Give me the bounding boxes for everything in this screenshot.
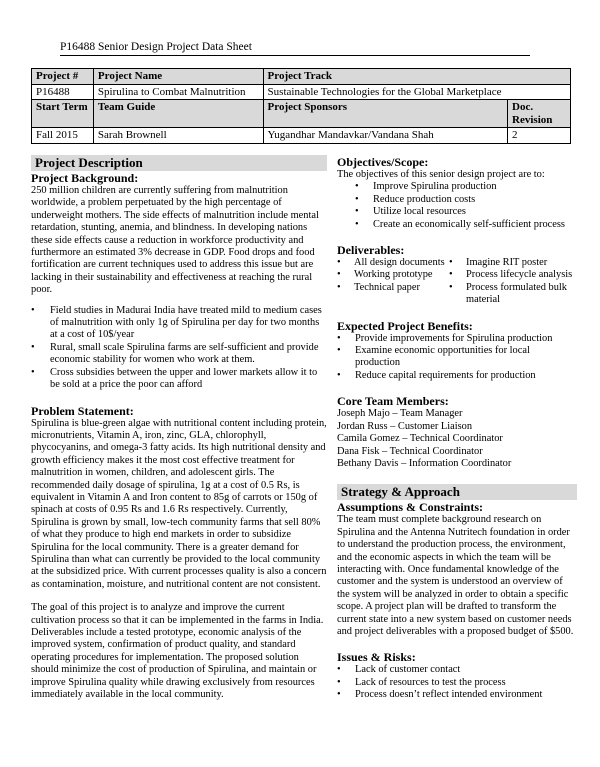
bullet-icon: • [31, 366, 35, 378]
info-header-start-term: Start Term [32, 100, 94, 128]
bullet-icon: • [337, 345, 341, 357]
list-item-text: Rural, small scale Spirulina farms are self-sufficient and provide economic stability for women who work at them. [50, 341, 319, 366]
bullet-icon: • [31, 304, 35, 316]
list-item [337, 269, 449, 281]
bullet-icon: • [337, 676, 341, 688]
info-team-guide: Sarah Brownell [93, 128, 263, 144]
team-member: Joseph Majo – Team Manager [337, 408, 463, 420]
assumptions-title: Assumptions & Constraints: [337, 500, 484, 515]
page-header-title: P16488 Senior Design Project Data Sheet [60, 40, 530, 56]
list-item [31, 367, 327, 392]
list-item-text: Examine economic opportunities for local production [355, 345, 530, 369]
info-project-sponsors: Yugandhar Mandavkar/Vandana Shah [263, 128, 507, 144]
team-member: Dana Fisk – Technical Coordinator [337, 445, 483, 457]
info-value-row-1 [32, 84, 571, 100]
bullet-icon: • [337, 281, 341, 293]
issues-title: Issues & Risks: [337, 650, 416, 665]
info-header-team-guide: Team Guide [93, 100, 263, 128]
bullet-icon: • [449, 281, 453, 293]
bullet-icon: • [337, 257, 341, 269]
info-header-doc-revision: Doc. Revision [508, 100, 571, 128]
list-item-text: Process formulated bulk material [466, 281, 567, 306]
bullet-icon: • [337, 332, 341, 344]
project-background-text: 250 million children are currently suffering from malnutrition worldwide, a problem perpetuated by the high percentage of underweight mothers. The side effects of malnutrition include mental retardation, stunting, anemia, and blindness. In developing nations these side effects cause a reduction in workforce productivity and furthermore an estimated 3% decrease in GDP. Food drops and food fortification are current techniques used to address this issue but are lacking in their sustainability and effectiveness at reaching the rural poor. [31, 185, 319, 296]
list-item-text: Process doesn’t reflect intended environment [355, 689, 543, 701]
list-item [449, 269, 577, 281]
bullet-icon: • [31, 341, 35, 353]
info-start-term: Fall 2015 [32, 128, 94, 144]
list-item-text: Cross subsidies between the upper and lower markets allow it to be sold at a price the poor can afford [50, 366, 318, 391]
list-item [337, 677, 577, 689]
bullet-icon: • [355, 193, 359, 205]
project-description-heading: Project Description [31, 155, 327, 171]
list-item [337, 257, 449, 269]
info-header-project-track: Project Track [263, 69, 570, 85]
info-value-row-2 [32, 128, 571, 144]
list-item-text: Imagine RIT poster [466, 257, 548, 269]
assumptions-text: The team must complete background research on Spirulina and the Antenna Nutritech foundation in order to understand the production process, the environment, and the economic aspects in which the team will be interacting with. Once fundamental knowledge of the customer and the system is understood an overview of the system will be analyzed in order to obtain a specific scope. A project plan will be drafted to transform the current state into a new system based on customer needs and project deliverables with a proposed budget of $500. [337, 514, 574, 637]
bullet-icon: • [337, 689, 341, 701]
info-project-number: P16488 [32, 84, 94, 100]
deliverables-col-1 [337, 257, 449, 307]
list-item [337, 333, 577, 345]
list-item-text: Reduce production costs [373, 193, 476, 205]
left-column [31, 155, 327, 701]
team-member: Bethany Davis – Information Coordinator [337, 457, 512, 469]
bullet-icon: • [337, 664, 341, 676]
list-item-text: Working prototype [354, 269, 433, 281]
list-item-text: Process lifecycle analysis [466, 269, 573, 281]
list-item [355, 194, 577, 206]
bullet-icon: • [355, 181, 359, 193]
info-header-project-sponsors: Project Sponsors [263, 100, 507, 128]
info-doc-revision: 2 [508, 128, 571, 144]
right-column [337, 155, 577, 702]
info-project-name: Spirulina to Combat Malnutrition [93, 84, 263, 100]
list-item [337, 370, 577, 382]
list-item [355, 181, 577, 193]
bullet-icon: • [337, 369, 341, 381]
bullet-icon: • [449, 257, 453, 269]
info-header-row-1 [32, 69, 571, 85]
problem-statement-text: Spirulina is blue-green algae with nutritional content including protein, micronutrients, Vitamin A, iron, zinc, GLA, chlorophyll, phycocyanins, and omega-3 fatty acids. Its high nutritional density and growth efficiency makes it the most cost effective treatment for malnutrition in women, children, and adolescent girls. The recommended daily dosage of spirulina, 1g at a cost of 0.5 Rs, is equivalent in Vitamin A and Iron content to 85g of carrots or 150g of spinach at costs of 0.95 Rs and 1.6 Rs respectively. Currently, Spirulina is grown by small, low-tech community farms that sell 80% of what they produce to high end markets in order to subsidize Spirulina for the local community. There is a greater demand for Spirulina than what can currently be provided to the local community at the subsidized price. With current processes quality is also a concern as contamination, moisture, and nutritional content are not consistent. [31, 417, 327, 590]
strategy-heading: Strategy & Approach [337, 484, 577, 500]
bullet-icon: • [355, 206, 359, 218]
info-project-track: Sustainable Technologies for the Global Marketplace [263, 84, 570, 100]
project-background-title: Project Background: [31, 171, 139, 185]
issues-list [337, 664, 577, 701]
list-item [355, 219, 577, 231]
info-header-project-number: Project # [32, 69, 94, 85]
objectives-title: Objectives/Scope: [337, 155, 429, 169]
bullet-icon: • [337, 269, 341, 281]
list-item [337, 689, 577, 701]
list-item-text: Lack of resources to test the process [355, 676, 506, 688]
bullet-icon: • [355, 218, 359, 230]
bullet-icon: • [449, 269, 453, 281]
deliverables-grid [337, 257, 577, 307]
project-goal-text: The goal of this project is to analyze and improve the current cultivation process so that it can be implemented in the farms in India. Deliverables include a tested prototype, economic analysis of the improved system, confirmation of product quality, and standard operating procedures for implementation. The proposed solution should minimize the cost of production of Spirulina, and maintain or improve Spirulina quality while drawing exclusively from resources immediately available in the local community. [31, 602, 324, 701]
background-bullet-list [31, 305, 327, 392]
team-member: Camila Gomez – Technical Coordinator [337, 433, 503, 445]
deliverables-col-2 [449, 257, 577, 307]
list-item [31, 305, 327, 342]
info-header-project-name: Project Name [93, 69, 263, 85]
team-title: Core Team Members: [337, 394, 449, 409]
list-item-text: All design documents [354, 257, 445, 269]
list-item-text: Utilize local resources [373, 206, 466, 218]
list-item [31, 342, 327, 367]
info-header-row-2 [32, 100, 571, 128]
list-item-text: Improve Spirulina production [373, 181, 497, 193]
benefits-title: Expected Project Benefits: [337, 318, 473, 333]
team-member: Jordan Russ – Customer Liaison [337, 420, 473, 432]
list-item-text: Reduce capital requirements for production [355, 369, 536, 381]
list-item-text: Provide improvements for Spirulina production [355, 332, 553, 344]
project-info-table [31, 68, 571, 144]
list-item-text: Lack of customer contact [355, 664, 461, 676]
objectives-list [337, 181, 577, 231]
list-item-text: Field studies in Madurai India have treated mild to medium cases of malnutrition with only 1g of Spirulina per day for two months at a cost of 10$/year [50, 304, 322, 341]
deliverables-title: Deliverables: [337, 243, 405, 258]
list-item-text: Technical paper [354, 281, 420, 293]
benefits-list [337, 333, 577, 383]
list-item [337, 664, 577, 676]
list-item [337, 345, 577, 370]
list-item [449, 257, 577, 269]
problem-statement-title: Problem Statement: [31, 403, 134, 418]
list-item [337, 282, 449, 294]
list-item [449, 282, 577, 307]
list-item [355, 206, 577, 218]
objectives-intro: The objectives of this senior design project are to: [337, 169, 545, 180]
list-item-text: Create an economically self-sufficient process [373, 218, 565, 230]
